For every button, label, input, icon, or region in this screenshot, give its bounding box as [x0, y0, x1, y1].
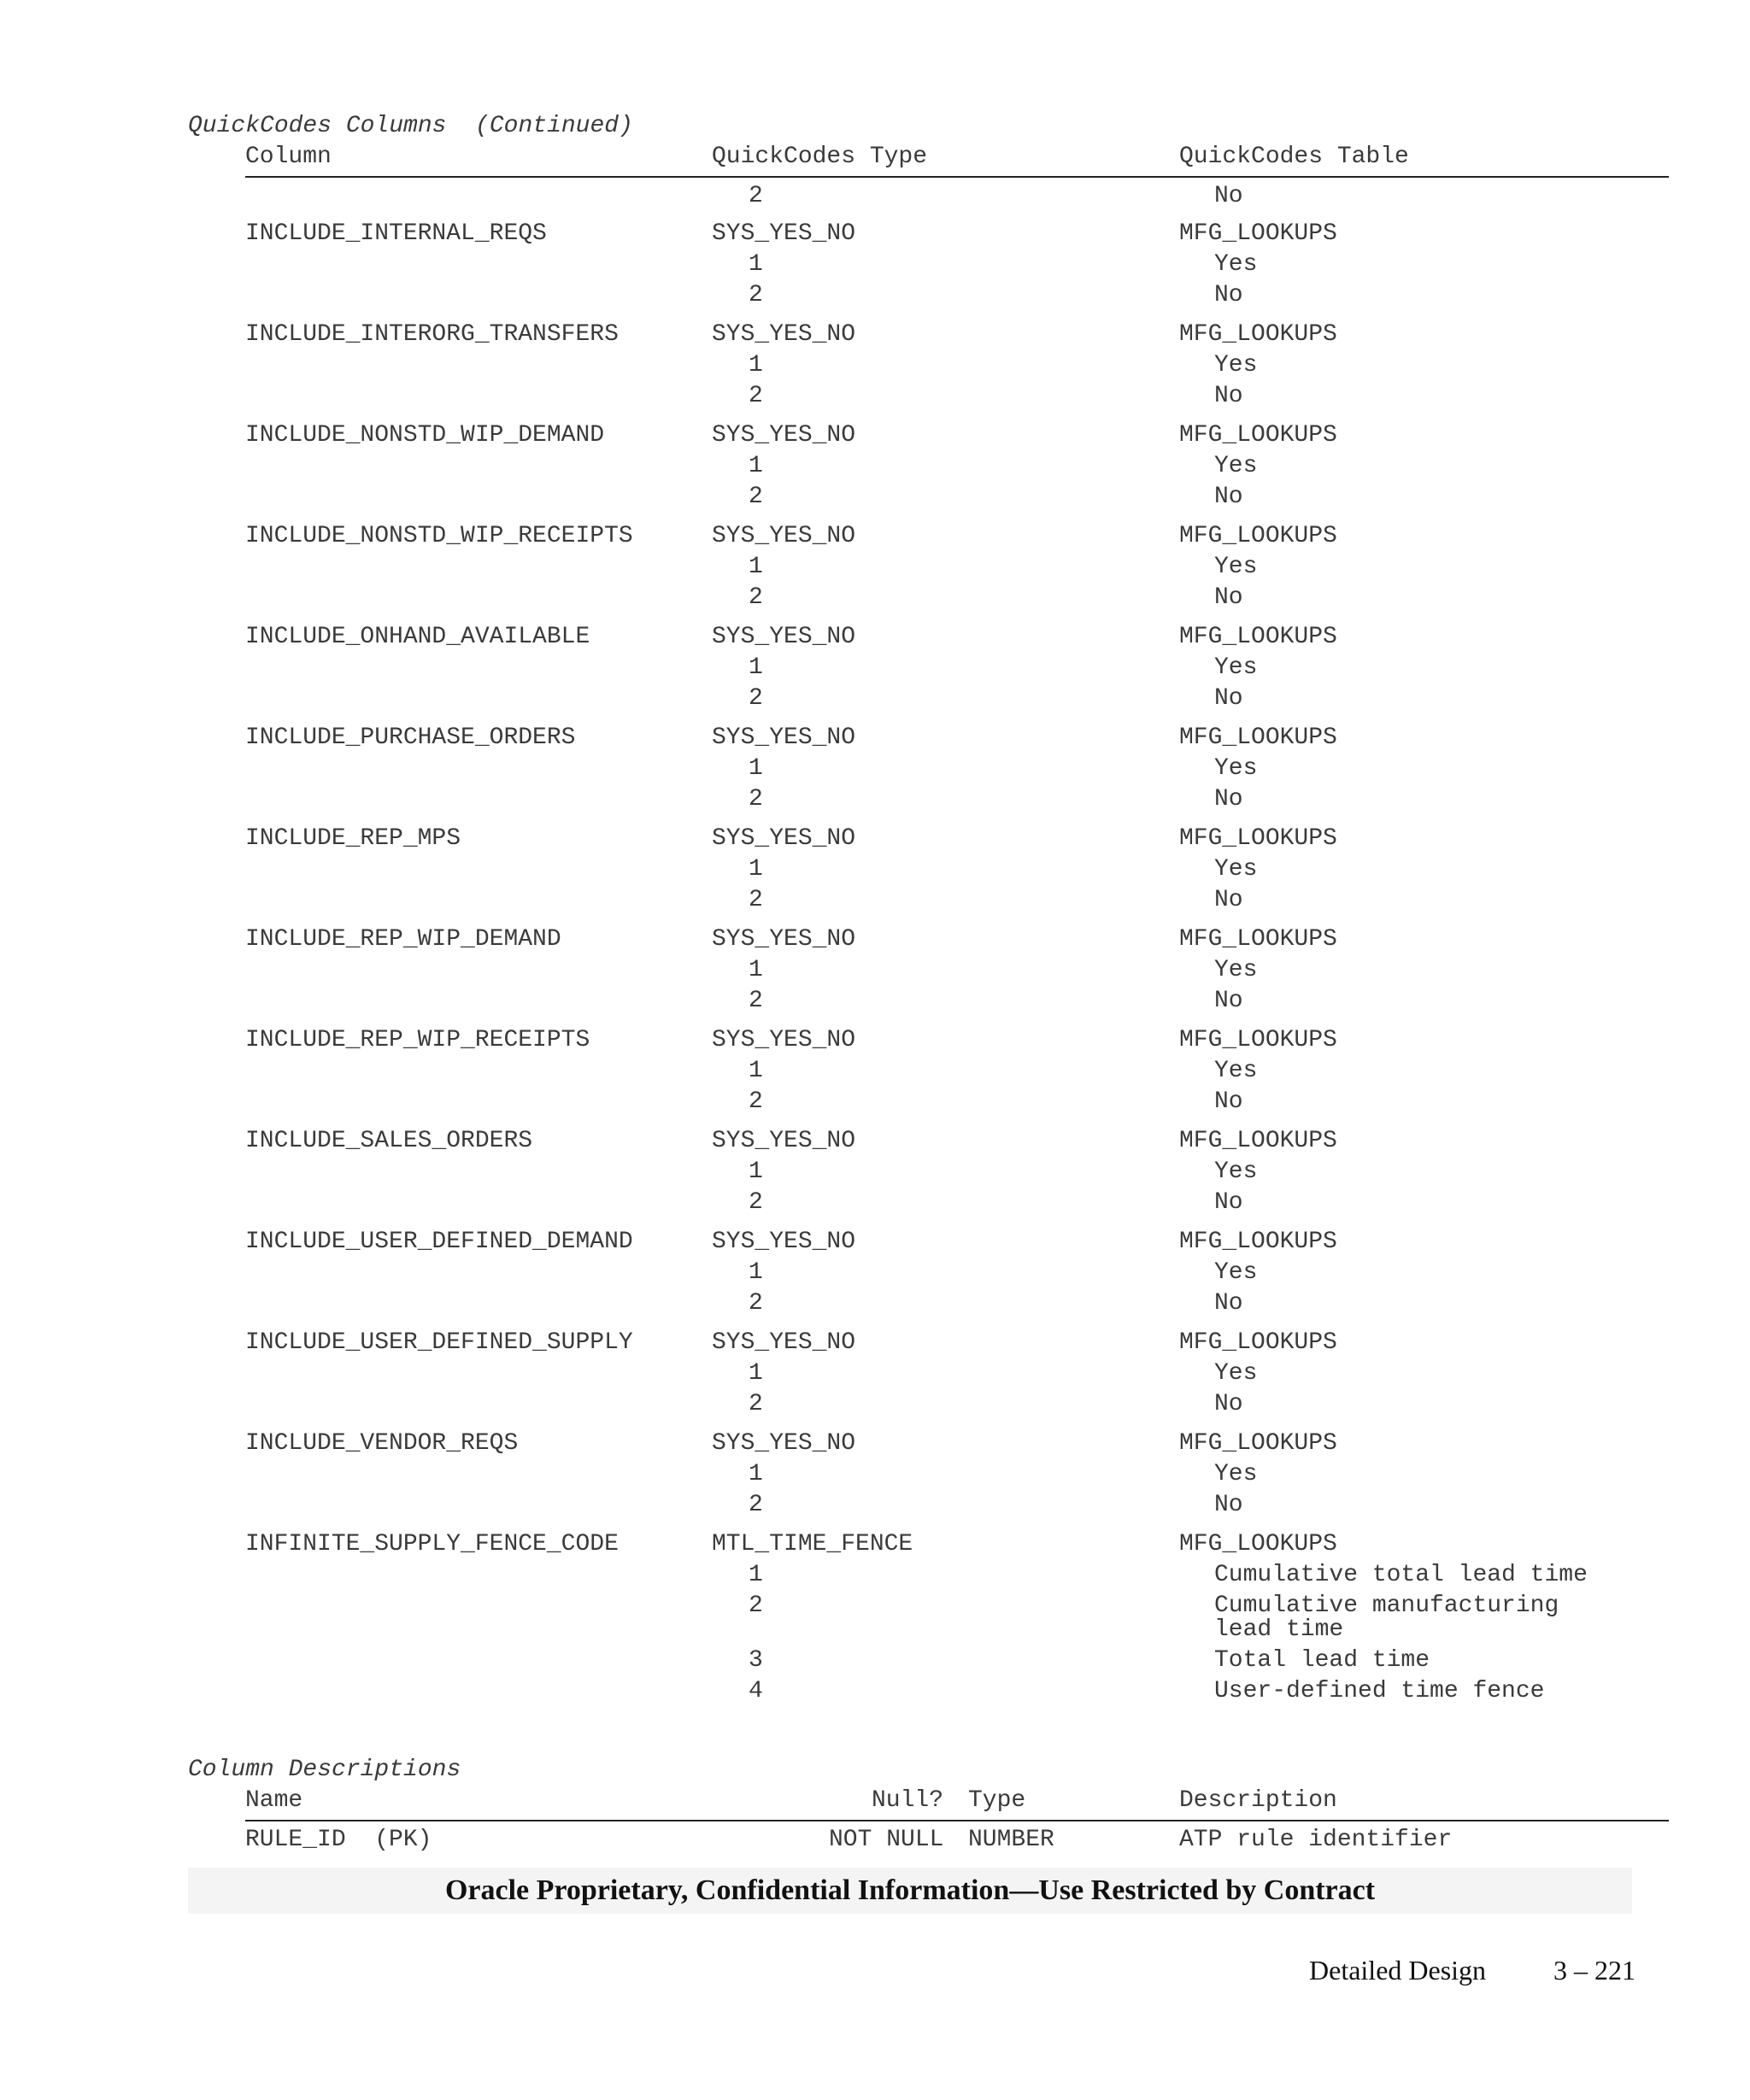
value-meaning: Yes: [1214, 1159, 1258, 1185]
value-row: [0, 986, 1453, 1017]
quickcodes-table: MFG_LOOKUPS: [1179, 724, 1337, 751]
quickcodes-table: MFG_LOOKUPS: [1179, 1128, 1337, 1154]
quickcodes-header: [245, 142, 1669, 178]
value-code: 2: [749, 183, 763, 209]
quickcodes-type: SYS_YES_NO: [712, 422, 856, 449]
value-code: 2: [749, 1290, 763, 1317]
value-meaning: No: [1214, 1088, 1243, 1115]
value-row: [0, 482, 1453, 513]
column-row: [0, 924, 1453, 955]
column-name: INCLUDE_NONSTD_WIP_RECEIPTS: [245, 523, 633, 549]
quickcodes-type: SYS_YES_NO: [712, 825, 856, 852]
column-row: [0, 320, 1453, 350]
column-name: INCLUDE_ONHAND_AVAILABLE: [245, 624, 590, 650]
value-code: 2: [749, 484, 763, 510]
value-code: 1: [749, 755, 763, 782]
column-name: INCLUDE_REP_WIP_RECEIPTS: [245, 1027, 590, 1053]
header-description: Description: [1179, 1787, 1337, 1814]
header-name: Name: [245, 1787, 303, 1814]
value-row: [0, 1645, 1453, 1676]
value-meaning: No: [1214, 1492, 1243, 1518]
quickcodes-type: SYS_YES_NO: [712, 724, 856, 751]
value-code: 1: [749, 1360, 763, 1387]
value-code: 1: [749, 251, 763, 278]
value-code: 1: [749, 654, 763, 681]
value-meaning: Yes: [1214, 1259, 1258, 1286]
column-name: INFINITE_SUPPLY_FENCE_CODE: [245, 1531, 619, 1557]
value-row: [0, 1157, 1453, 1188]
value-code: 2: [749, 685, 763, 712]
value-code: 2: [749, 584, 763, 611]
column-name: INCLUDE_INTERORG_TRANSFERS: [245, 321, 619, 348]
value-meaning: No: [1214, 584, 1243, 611]
value-meaning: Yes: [1214, 352, 1258, 378]
quickcodes-type: SYS_YES_NO: [712, 1430, 856, 1457]
value-meaning: No: [1214, 887, 1243, 913]
column-name: INCLUDE_REP_MPS: [245, 825, 461, 852]
quickcodes-table: MFG_LOOKUPS: [1179, 1329, 1337, 1356]
quickcodes-title: QuickCodes Columns (Continued): [188, 113, 633, 139]
value-meaning: No: [1214, 1189, 1243, 1216]
value-meaning: No: [1214, 786, 1243, 812]
column-name: INCLUDE_PURCHASE_ORDERS: [245, 724, 576, 751]
quickcodes-table: MFG_LOOKUPS: [1179, 422, 1337, 449]
column-name: INCLUDE_VENDOR_REQS: [245, 1430, 519, 1457]
value-meaning: Yes: [1214, 856, 1258, 883]
column-row: [0, 1428, 1453, 1459]
quickcodes-table: MFG_LOOKUPS: [1179, 926, 1337, 953]
value-meaning: No: [1214, 1290, 1243, 1317]
quickcodes-type: SYS_YES_NO: [712, 523, 856, 549]
column-row: [0, 420, 1453, 451]
value-row: [0, 754, 1453, 784]
value-row: [0, 1490, 1453, 1521]
value-code: 1: [749, 1461, 763, 1487]
value-code: 1: [749, 856, 763, 883]
value-meaning: No: [1214, 685, 1243, 712]
value-row: [0, 854, 1453, 885]
value-code: 2: [749, 282, 763, 308]
value-code: 4: [749, 1678, 763, 1704]
value-row: [0, 1056, 1453, 1087]
value-meaning: Yes: [1214, 554, 1258, 580]
value-meaning: Yes: [1214, 654, 1258, 681]
value-code: 2: [749, 1391, 763, 1417]
quickcodes-table: MFG_LOOKUPS: [1179, 1027, 1337, 1053]
value-row: [0, 955, 1453, 986]
column-descriptions-header: [245, 1786, 1669, 1821]
value-meaning: No: [1214, 1391, 1243, 1417]
value-row: [0, 653, 1453, 683]
value-row: [0, 1389, 1453, 1420]
table-row: [0, 1825, 1453, 1856]
value-row: [0, 381, 1453, 412]
value-meaning: Cumulative manufacturing: [1214, 1593, 1559, 1619]
value-code: 2: [749, 887, 763, 913]
quickcodes-type: SYS_YES_NO: [712, 1027, 856, 1053]
value-meaning: Yes: [1214, 453, 1258, 479]
value-meaning: Yes: [1214, 755, 1258, 782]
value-row: [0, 451, 1453, 482]
column-row: [0, 1126, 1453, 1157]
value-meaning: No: [1214, 383, 1243, 409]
value-meaning: Yes: [1214, 251, 1258, 278]
header-type: Type: [968, 1787, 1026, 1814]
header-null: Null?: [872, 1787, 944, 1814]
value-meaning: User-defined time fence: [1214, 1678, 1545, 1704]
value-code: 1: [749, 554, 763, 580]
value-row: [0, 552, 1453, 583]
value-row: [0, 1087, 1453, 1117]
value-meaning: No: [1214, 282, 1243, 308]
quickcodes-type: SYS_YES_NO: [712, 220, 856, 247]
column-row: [0, 1529, 1453, 1560]
column-row: [0, 219, 1453, 249]
column-name: INCLUDE_NONSTD_WIP_DEMAND: [245, 422, 605, 449]
value-code: 2: [749, 1088, 763, 1115]
quickcodes-type: SYS_YES_NO: [712, 1128, 856, 1154]
value-row: [0, 1358, 1453, 1389]
value-row: [0, 784, 1453, 815]
column-name: INCLUDE_REP_WIP_DEMAND: [245, 926, 561, 953]
value-row: [0, 181, 1453, 212]
value-code: 1: [749, 957, 763, 983]
quickcodes-table: MFG_LOOKUPS: [1179, 1229, 1337, 1255]
column-name: INCLUDE_SALES_ORDERS: [245, 1128, 533, 1154]
value-row-continued: [0, 1615, 1453, 1645]
quickcodes-table: MFG_LOOKUPS: [1179, 825, 1337, 852]
value-code: 1: [749, 1058, 763, 1084]
quickcodes-table: MFG_LOOKUPS: [1179, 1531, 1337, 1557]
value-row: [0, 583, 1453, 613]
quickcodes-type: SYS_YES_NO: [712, 624, 856, 650]
column-row: [0, 824, 1453, 854]
value-code: 1: [749, 453, 763, 479]
value-code: 2: [749, 988, 763, 1014]
quickcodes-table: MFG_LOOKUPS: [1179, 321, 1337, 348]
column-row: [0, 1227, 1453, 1258]
value-code: 2: [749, 786, 763, 812]
value-code: 1: [749, 1259, 763, 1286]
quickcodes-type: SYS_YES_NO: [712, 926, 856, 953]
quickcodes-table: MFG_LOOKUPS: [1179, 624, 1337, 650]
value-meaning: No: [1214, 183, 1243, 209]
quickcodes-type: SYS_YES_NO: [712, 1229, 856, 1255]
value-code: 1: [749, 1159, 763, 1185]
column-descriptions-title: Column Descriptions: [188, 1757, 461, 1783]
column-name: INCLUDE_USER_DEFINED_SUPPLY: [245, 1329, 633, 1356]
value-code: 2: [749, 1593, 763, 1619]
quickcodes-type: SYS_YES_NO: [712, 321, 856, 348]
value-row: [0, 280, 1453, 311]
rule-id-description: ATP rule identifier: [1179, 1827, 1453, 1853]
value-row: [0, 350, 1453, 381]
column-name: INCLUDE_INTERNAL_REQS: [245, 220, 547, 247]
value-row: [0, 885, 1453, 916]
value-meaning: No: [1214, 988, 1243, 1014]
column-name: INCLUDE_USER_DEFINED_DEMAND: [245, 1229, 633, 1255]
header-quickcodes-type: QuickCodes Type: [712, 144, 928, 170]
footer-page-number: 3 – 221: [1553, 1955, 1635, 1986]
value-meaning-continued: lead time: [1214, 1616, 1344, 1643]
quickcodes-table: MFG_LOOKUPS: [1179, 220, 1337, 247]
value-row: [0, 1459, 1453, 1490]
value-meaning: No: [1214, 484, 1243, 510]
rule-id-type: NUMBER: [968, 1827, 1054, 1853]
value-meaning: Total lead time: [1214, 1647, 1430, 1674]
column-row: [0, 723, 1453, 754]
value-meaning: Yes: [1214, 957, 1258, 983]
value-code: 1: [749, 352, 763, 378]
rule-id-null: NOT NULL: [829, 1827, 944, 1853]
value-meaning: Yes: [1214, 1058, 1258, 1084]
value-meaning: Yes: [1214, 1360, 1258, 1387]
value-row: [0, 249, 1453, 280]
value-code: 2: [749, 383, 763, 409]
column-row: [0, 1328, 1453, 1358]
quickcodes-table: MFG_LOOKUPS: [1179, 1430, 1337, 1457]
column-row: [0, 622, 1453, 653]
column-row: [0, 521, 1453, 552]
value-row: [0, 1288, 1453, 1319]
rule-id-name: RULE_ID (PK): [245, 1827, 432, 1853]
value-row: [0, 1258, 1453, 1288]
quickcodes-type: SYS_YES_NO: [712, 1329, 856, 1356]
value-code: 3: [749, 1647, 763, 1674]
value-code: 2: [749, 1492, 763, 1518]
header-column: Column: [245, 144, 332, 170]
value-meaning: Cumulative total lead time: [1214, 1562, 1588, 1588]
value-row: [0, 1188, 1453, 1218]
confidential-banner: Oracle Proprietary, Confidential Information––Use Restricted by Contract: [188, 1868, 1632, 1914]
header-quickcodes-table: QuickCodes Table: [1179, 144, 1409, 170]
quickcodes-type: MTL_TIME_FENCE: [712, 1531, 913, 1557]
value-row: [0, 683, 1453, 714]
quickcodes-table: MFG_LOOKUPS: [1179, 523, 1337, 549]
value-row: [0, 1560, 1588, 1591]
column-row: [0, 1025, 1453, 1056]
value-meaning: Yes: [1214, 1461, 1258, 1487]
footer-section-name: Detailed Design: [1309, 1955, 1487, 1986]
value-row: [0, 1676, 1545, 1707]
value-code: 1: [749, 1562, 763, 1588]
value-code: 2: [749, 1189, 763, 1216]
